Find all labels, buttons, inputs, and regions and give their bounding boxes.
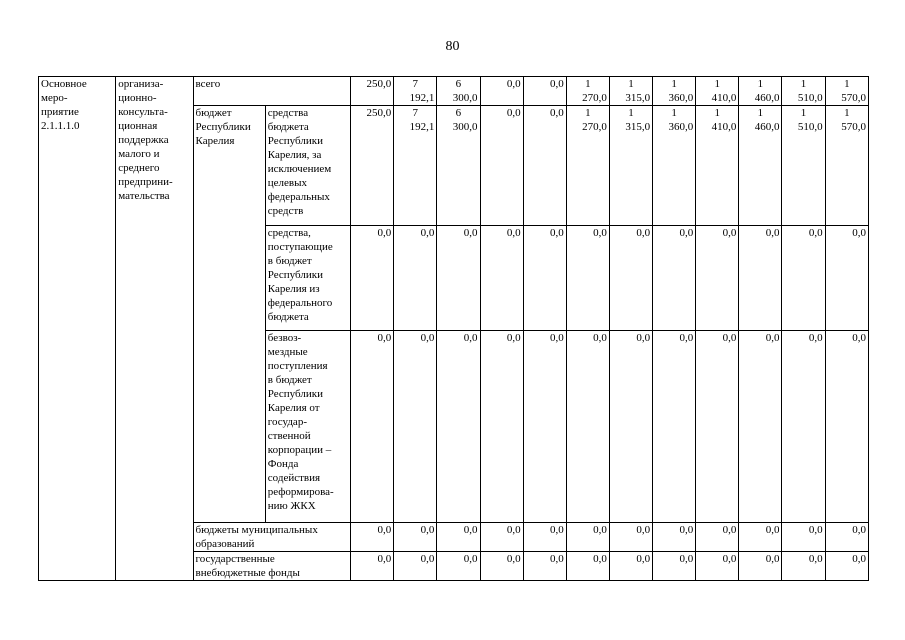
value-cell: 0,0 [739, 523, 782, 552]
value-cell: 0,0 [566, 331, 609, 523]
value-cell: 0,0 [825, 331, 868, 523]
value-cell: 0,0 [480, 331, 523, 523]
table-row-total [39, 77, 869, 106]
source-total-label: всего [193, 77, 351, 106]
source-municipal-label: бюджеты муниципальных образований [193, 523, 351, 552]
budget-rk-label: бюджет Республики Карелия [193, 106, 265, 523]
value-cell: 0,0 [437, 226, 480, 331]
value-cell: 0,0 [566, 523, 609, 552]
value-cell: 0,0 [609, 523, 652, 552]
value-cell: 0,0 [696, 552, 739, 581]
value-cell: 0,0 [653, 331, 696, 523]
value-cell: 0,0 [523, 552, 566, 581]
executor-cell: организа- ционно- консульта- ционная поддержка малого и среднего предприни- мательства [116, 77, 193, 581]
value-cell: 1 315,0 [609, 77, 652, 106]
value-cell: 0,0 [609, 552, 652, 581]
budget-table [38, 76, 869, 581]
value-cell: 0,0 [696, 226, 739, 331]
value-cell: 0,0 [653, 226, 696, 331]
value-cell: 0,0 [825, 523, 868, 552]
value-cell: 0,0 [782, 331, 825, 523]
value-cell: 1 360,0 [653, 106, 696, 226]
value-cell: 1 460,0 [739, 77, 782, 106]
value-cell: 1 410,0 [696, 77, 739, 106]
value-cell: 0,0 [566, 226, 609, 331]
value-cell: 1 570,0 [825, 106, 868, 226]
value-cell: 0,0 [394, 226, 437, 331]
value-cell: 7 192,1 [394, 77, 437, 106]
value-cell: 0,0 [523, 226, 566, 331]
value-cell: 0,0 [825, 552, 868, 581]
value-cell: 0,0 [351, 523, 394, 552]
value-cell: 0,0 [609, 331, 652, 523]
event-name-cell: Основное меро- приятие 2.1.1.1.0 [39, 77, 116, 581]
value-cell: 0,0 [437, 331, 480, 523]
value-cell: 1 315,0 [609, 106, 652, 226]
value-cell: 1 510,0 [782, 77, 825, 106]
value-cell: 1 270,0 [566, 77, 609, 106]
value-cell: 0,0 [523, 331, 566, 523]
value-cell: 0,0 [351, 226, 394, 331]
value-cell: 0,0 [523, 77, 566, 106]
value-cell: 0,0 [351, 331, 394, 523]
value-cell: 0,0 [782, 226, 825, 331]
value-cell: 0,0 [782, 552, 825, 581]
value-cell: 0,0 [351, 552, 394, 581]
value-cell: 0,0 [696, 331, 739, 523]
value-cell: 1 460,0 [739, 106, 782, 226]
value-cell: 0,0 [480, 226, 523, 331]
value-cell: 0,0 [523, 106, 566, 226]
value-cell: 0,0 [653, 552, 696, 581]
value-cell: 0,0 [480, 106, 523, 226]
value-cell: 0,0 [480, 77, 523, 106]
value-cell: 0,0 [609, 226, 652, 331]
source-rk-own-label: средства бюджета Республики Карелия, за исключением целевых федеральных средств [265, 106, 350, 226]
value-cell: 0,0 [739, 226, 782, 331]
value-cell: 0,0 [696, 523, 739, 552]
value-cell: 7 192,1 [394, 106, 437, 226]
value-cell: 0,0 [523, 523, 566, 552]
value-cell: 0,0 [437, 523, 480, 552]
source-state-funds-label: государственные внебюджетные фонды [193, 552, 351, 581]
value-cell: 0,0 [566, 552, 609, 581]
value-cell: 1 570,0 [825, 77, 868, 106]
value-cell: 0,0 [739, 552, 782, 581]
value-cell: 0,0 [825, 226, 868, 331]
page-number: 80 [445, 39, 460, 54]
value-cell: 1 270,0 [566, 106, 609, 226]
value-cell: 0,0 [394, 331, 437, 523]
value-cell: 1 510,0 [782, 106, 825, 226]
value-cell: 0,0 [739, 331, 782, 523]
source-rk-federal-label: средства, поступающие в бюджет Республики Карелия из федерального бюджета [265, 226, 350, 331]
value-cell: 250,0 [351, 106, 394, 226]
value-cell: 0,0 [437, 552, 480, 581]
value-cell: 0,0 [653, 523, 696, 552]
value-cell: 1 360,0 [653, 77, 696, 106]
value-cell: 1 410,0 [696, 106, 739, 226]
value-cell: 6 300,0 [437, 106, 480, 226]
value-cell: 0,0 [480, 552, 523, 581]
source-rk-fund-label: безвоз- мездные поступления в бюджет Республики Карелия от государ- ственной корпорации – Фонда содействия реформирова- нию ЖКХ [265, 331, 350, 523]
value-cell: 0,0 [782, 523, 825, 552]
value-cell: 0,0 [394, 523, 437, 552]
value-cell: 0,0 [394, 552, 437, 581]
value-cell: 6 300,0 [437, 77, 480, 106]
value-cell: 0,0 [480, 523, 523, 552]
value-cell: 250,0 [351, 77, 394, 106]
